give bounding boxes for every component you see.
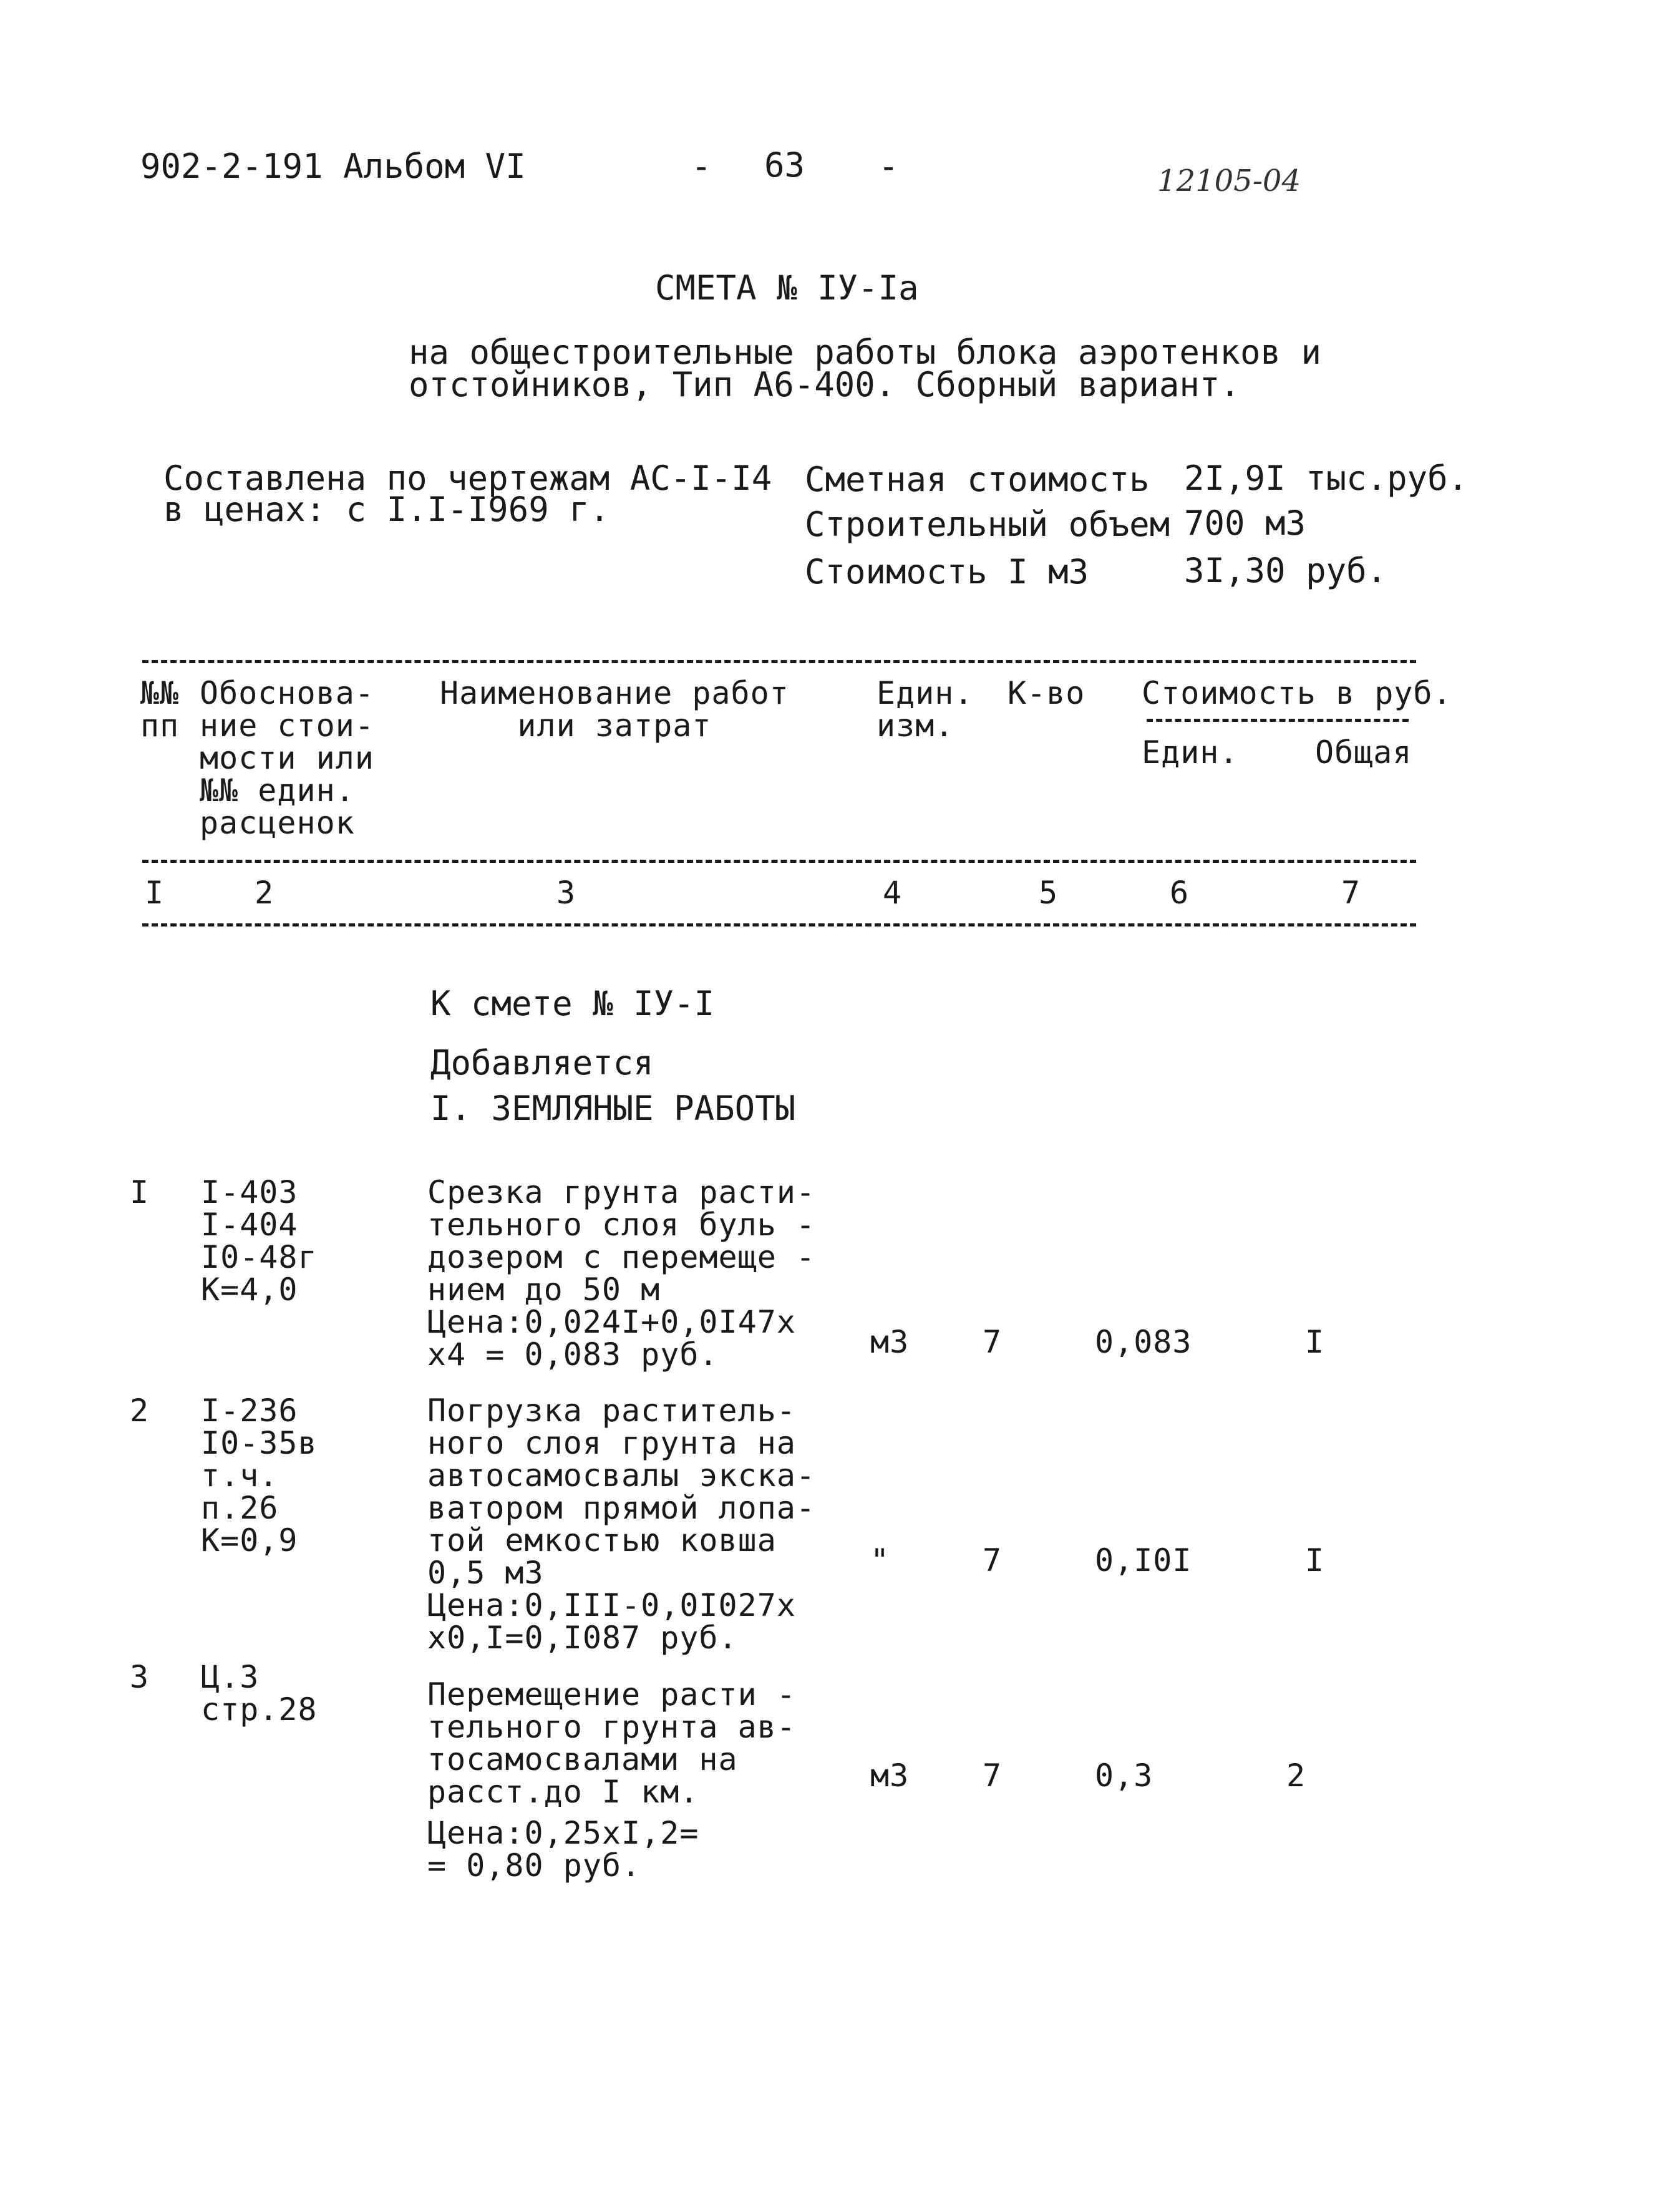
table-header-rule — [142, 860, 1416, 863]
col-header-number: №№ пп — [140, 675, 180, 744]
row-2-unit: " — [870, 1542, 890, 1578]
row-1-unit-price: 0,083 — [1095, 1324, 1192, 1360]
col-header-total-cost: Общая — [1315, 734, 1412, 771]
table-number-rule — [142, 923, 1416, 926]
document-code: 902-2-191 Альбом VI — [140, 147, 526, 186]
row-2-number: 2 — [130, 1393, 150, 1429]
row-3-work-name: Перемещение расти - тельного грунта ав- тосамосвалами на расст.до I км. — [427, 1676, 796, 1810]
col-header-work-name: Наименование работ или затрат — [440, 675, 789, 744]
estimate-title: СМЕТА № IУ-Iа — [655, 268, 919, 308]
row-2-quantity: 7 — [983, 1542, 1003, 1578]
table-top-rule — [142, 660, 1416, 663]
row-3-unit: м3 — [870, 1758, 910, 1794]
row-2-work-name: Погрузка раститель- ного слоя грунта на автосамосвалы экска- ватором прямой лопа- той емкостью ковша 0,5 м3 Цена:0,III-0,0I027х х0,I=0,I087 руб. — [427, 1393, 816, 1656]
row-3-quantity: 7 — [983, 1758, 1003, 1794]
page-dash-right: - — [878, 147, 899, 186]
row-3-basis: Ц.3 стр.28 — [201, 1659, 318, 1728]
construction-volume-value: 700 м3 — [1184, 503, 1306, 543]
section-earthworks: I. ЗЕМЛЯНЫЕ РАБОТЫ — [430, 1089, 796, 1128]
row-3-number: 3 — [130, 1659, 150, 1695]
col-number-4: 4 — [883, 875, 903, 911]
row-3-unit-price: 0,3 — [1095, 1758, 1153, 1794]
row-1-number: I — [130, 1174, 150, 1210]
row-2-total: I — [1305, 1542, 1325, 1578]
subtitle-line-1: на общестроительные работы блока аэротенков и — [409, 333, 1321, 372]
col-header-cost-group: Стоимость в руб. — [1142, 675, 1452, 711]
subtitle-line-2: отстойников, Тип А6-400. Сборный вариант. — [409, 365, 1240, 404]
page-number: 63 — [764, 145, 805, 185]
page-dash-left: - — [691, 147, 712, 186]
col-header-unit-cost: Един. — [1142, 734, 1239, 771]
col-header-unit: Един. изм. — [876, 675, 974, 744]
col-header-quantity: К-во — [1008, 675, 1085, 711]
unit-cost-label: Стоимость I м3 — [805, 552, 1089, 591]
cost-group-rule — [1147, 719, 1409, 722]
row-1-quantity: 7 — [983, 1324, 1003, 1360]
compiled-by-drawings: Составлена по чертежам АС-I-I4 — [163, 459, 772, 498]
unit-cost-value: 3I,30 руб. — [1184, 551, 1387, 590]
row-1-unit: м3 — [870, 1324, 910, 1360]
row-1-total: I — [1305, 1324, 1325, 1360]
estimated-cost-label: Сметная стоимость — [805, 460, 1150, 499]
col-header-basis: Обоснова- ние стои- мости или №№ един. расценок — [200, 675, 374, 841]
col-number-3: 3 — [556, 875, 576, 911]
reference-to-estimate: К смете № IУ-I — [430, 984, 715, 1023]
price-basis: в ценах: с I.I-I969 г. — [163, 490, 610, 529]
row-3-total: 2 — [1286, 1758, 1306, 1794]
col-number-1: I — [145, 875, 165, 911]
row-3-price-calc: Цена:0,25хI,2= = 0,80 руб. — [427, 1815, 699, 1884]
row-1-basis: I-403 I-404 I0-48г К=4,0 — [201, 1174, 318, 1308]
row-2-basis: I-236 I0-35в т.ч. п.26 К=0,9 — [201, 1393, 318, 1559]
col-number-7: 7 — [1341, 875, 1361, 911]
construction-volume-label: Строительный объем — [805, 505, 1170, 544]
estimated-cost-value: 2I,9I тыс.руб. — [1184, 459, 1469, 498]
col-number-2: 2 — [255, 875, 274, 911]
added-heading: Добавляется — [430, 1043, 654, 1082]
col-number-5: 5 — [1039, 875, 1059, 911]
row-1-work-name: Срезка грунта расти- тельного слоя буль - дозером с перемеще - нием до 50 м Цена:0,024I+0,0I47х х4 = 0,083 руб. — [427, 1174, 816, 1373]
col-number-6: 6 — [1170, 875, 1190, 911]
row-2-unit-price: 0,I0I — [1095, 1542, 1192, 1578]
handwritten-code: 12105-04 — [1157, 163, 1301, 198]
